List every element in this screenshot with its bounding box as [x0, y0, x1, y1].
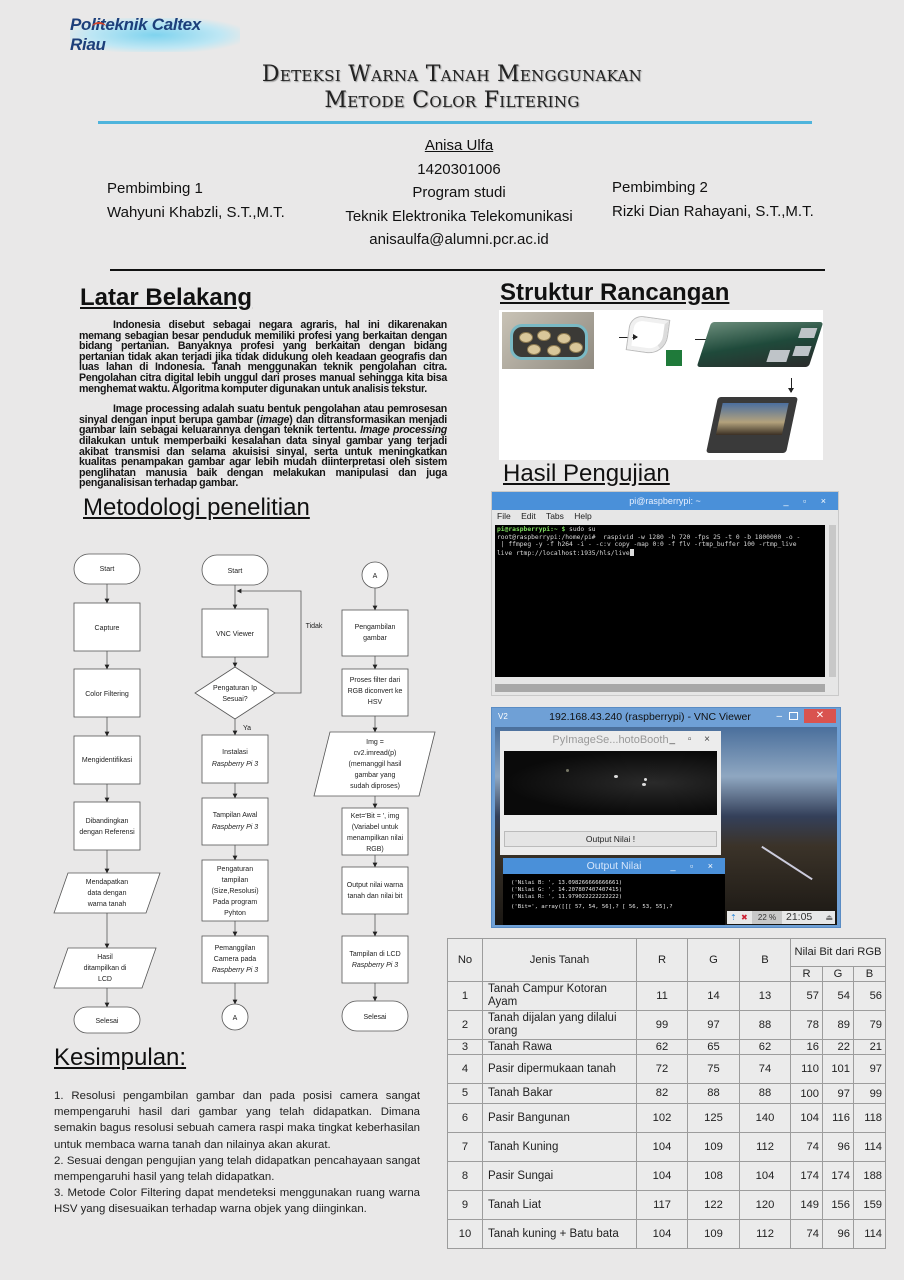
flow2-text-install-1: Instalasi [222, 749, 248, 756]
cell-jenis: Tanah Rawa [483, 1040, 637, 1055]
author-email: anisaulfa@alumni.pcr.ac.id [369, 231, 549, 248]
cell-r: 117 [637, 1191, 688, 1220]
cell-b: 13 [740, 982, 791, 1011]
table-row [448, 1040, 886, 1055]
cell-r: 104 [637, 1133, 688, 1162]
flow1-text-display-2: ditampilkan di [83, 965, 127, 972]
conclusion-item-3: 3. Metode Color Filtering dapat mendeteksi menggunakan ruang warna HSV yang disesuaikan terhadap warna objek yang diinginkan. [54, 1187, 420, 1216]
flow3-capture-image [342, 610, 408, 656]
flow1-text-capture: Capture [94, 625, 120, 632]
output-nilai-button[interactable]: Output Nilai ! [504, 831, 717, 847]
conclusion-item-2: 2. Sesuai dengan pengujian yang telah didapatkan pencahayaan sangat mempengaruhi hasil yang telah didapatkan. [54, 1154, 420, 1184]
flow3-text-output-1: Output nilai warna [346, 882, 404, 889]
cell-bit-r: 78 [791, 1011, 823, 1040]
cell-bit-b: 99 [854, 1084, 886, 1104]
paragraph-1-text: Indonesia disebut sebagai negara agraris, hal ini dikarenakan memang sebagian besar penduduk memiliki profesi yang berkaitan dengan bidang pertanian. Banyaknya profesi yang berkaitan dengan bidang pertanian tidak akan terjadi jika tidak didukung oleh keadaan geografis dan luas lahan di Indonesia. Tanah menggunakan teknik pengolahan citra. Pengolahan citra digital lebih unggul dari proses manual sehingga kita bisa menghemat waktu. Algoritma komputer digunakan untuk analisis tekstur. [79, 319, 447, 395]
cell-bit-b: 79 [854, 1011, 886, 1040]
flow2-install [202, 735, 268, 783]
flow3-lcd [342, 936, 408, 983]
output-values [503, 874, 725, 911]
subcol-g: G [823, 967, 854, 982]
flow2-text-settings-5: Pyhton [224, 910, 246, 917]
program-label: Program studi [412, 184, 506, 201]
cell-bit-r: 174 [791, 1162, 823, 1191]
vnc-title: 192.168.43.240 (raspberrypi) - VNC Viewer [549, 711, 751, 723]
flow2-text-a: A [232, 1015, 238, 1022]
flow1-text-compare-2: dengan Referensi [79, 829, 135, 836]
flow3-text-ket-1: Ket='Bit = ', img [350, 813, 400, 820]
cell-b: 140 [740, 1104, 791, 1133]
cell-bit-b: 21 [854, 1040, 886, 1055]
flow3-text-imread-1: Img = [366, 739, 384, 746]
col-no: No [448, 939, 483, 982]
title-line-2: Metode Color Filtering [324, 88, 580, 113]
cell-jenis: Pasir Bangunan [483, 1104, 637, 1133]
cell-bit-g: 97 [823, 1084, 854, 1104]
flow3-text-imread-2: cv2.imread(p) [353, 750, 397, 757]
paragraph-2-text-c: dilakukan untuk memperbaiki kesalahan data sinyal gambar yang terjadi akibat transmisi dan selama akuisisi sinyal, serta untuk meningkatkan kualitas penampakan gambar agar lebih mudah diinterpretasi oleh sistem penglihatan manusia baik dengan melakukan manipulasi dan juga penganalisisan terhadap gambar. [79, 434, 447, 490]
cell-bit-g: 89 [823, 1011, 854, 1040]
output-titlebar[interactable] [503, 858, 725, 874]
header-divider [110, 269, 825, 271]
cell-no: 10 [448, 1220, 483, 1249]
cell-jenis: Tanah Liat [483, 1191, 637, 1220]
cell-b: 104 [740, 1162, 791, 1191]
paragraph-2-text-b: ) dan ditransformasikan menjadi gambar lain sebagai keluarannya dengan teknik tertentu. [79, 413, 447, 437]
cell-no: 7 [448, 1133, 483, 1162]
cell-jenis: Tanah Campur Kotoran Ayam [483, 982, 637, 1011]
flow2-text-ip-1: Pengaturan Ip [213, 685, 257, 692]
window-controls-icon[interactable]: _ ▫ × [669, 734, 715, 745]
cell-bit-g: 96 [823, 1133, 854, 1162]
flow3-text-ket-3: menampilkan nilai [346, 835, 404, 842]
heading-hasil-pengujian: Hasil Pengujian [503, 460, 670, 487]
clock: 21:05 [786, 911, 813, 923]
flow2-text-ya: Ya [242, 725, 252, 732]
lcd-display-image [706, 397, 798, 453]
flow3-text-capture-1: Pengambilan [354, 624, 396, 631]
cell-g: 75 [688, 1055, 740, 1084]
cell-r: 104 [637, 1220, 688, 1249]
flow2-text-camera-1: Pemanggilan [214, 945, 256, 952]
camera-preview-image [504, 751, 717, 815]
output-line-g: ('Nilai G: ', 14.207807407407415) [511, 887, 623, 893]
cell-bit-r: 16 [791, 1040, 823, 1055]
cell-b: 88 [740, 1011, 791, 1040]
flow2-text-camera-2: Camera pada [213, 956, 257, 963]
output-line-bit: ('Bit=', array([[[ 57, 54, 56],? [ 56, 53, 55],? [511, 904, 673, 910]
cell-r: 102 [637, 1104, 688, 1133]
conclusion-list [54, 1088, 420, 1218]
cell-no: 8 [448, 1162, 483, 1191]
heading-kesimpulan: Kesimpulan: [54, 1044, 187, 1071]
advisor-1-name: Wahyuni Khabzli, S.T.,M.T. [107, 203, 285, 221]
cell-bit-r: 104 [791, 1104, 823, 1133]
cell-bit-r: 110 [791, 1055, 823, 1084]
eject-icon[interactable]: ⏏ [825, 913, 833, 922]
flow3-text-imread-3: (memanggil hasil [348, 761, 402, 768]
table-row [448, 1133, 886, 1162]
flow3-text-filter-2: RGB diconvert ke [347, 688, 403, 695]
flow1-text-end: Selesai [95, 1018, 119, 1025]
cell-b: 112 [740, 1133, 791, 1162]
camera-module-image [666, 350, 682, 366]
cell-jenis: Tanah dijalan yang dilalui orang [483, 1011, 637, 1040]
cell-b: 74 [740, 1055, 791, 1084]
cell-bit-r: 149 [791, 1191, 823, 1220]
table-row [448, 1104, 886, 1133]
cell-bit-r: 57 [791, 982, 823, 1011]
soil-sample-tray-image [502, 312, 594, 369]
subcol-r: R [791, 967, 823, 982]
remote-desktop-wallpaper [495, 727, 837, 925]
photobooth-title: PyImageSe...hotoBooth [552, 734, 669, 746]
flow1-text-getdata-2: data dengan [87, 890, 127, 897]
menu-tabs[interactable]: Tabs [545, 511, 564, 521]
terminal-prompt: pi@raspberrypi:~ $ [497, 526, 566, 533]
flow2-text-camera-3: Raspberry Pi 3 [211, 967, 259, 974]
volume-percent[interactable]: 22 % [752, 911, 782, 924]
cell-jenis: Tanah kuning + Batu bata [483, 1220, 637, 1249]
output-line-b: ('Nilai B: ', 13.098266666666661) [511, 880, 623, 886]
flow2-text-settings-4: Pada program [212, 899, 258, 906]
terminal-output[interactable] [495, 525, 825, 677]
advisor-2-name: Rizki Dian Rahayani, S.T.,M.T. [612, 202, 814, 220]
table-row [448, 982, 886, 1011]
latar-belakang-paragraph-2 [79, 404, 447, 489]
author-nim: 1420301006 [417, 160, 501, 178]
flow2-text-install-2: Raspberry Pi 3 [211, 761, 259, 768]
terminal-line-3: | ffmpeg -y -f h264 -i - -c:v copy -map 0:0 -f flv -rtmp_buffer 100 -rtmp_live [497, 541, 797, 549]
flow3-text-filter-1: Proses filter dari [349, 677, 401, 684]
flow2-text-initial-1: Tampilan Awal [212, 812, 258, 819]
heading-struktur-rancangan: Struktur Rancangan [500, 279, 730, 306]
flow2-initial-view [202, 798, 268, 845]
cell-g: 88 [688, 1084, 740, 1104]
advisor-1 [107, 177, 317, 224]
cell-g: 14 [688, 982, 740, 1011]
cell-bit-g: 101 [823, 1055, 854, 1084]
cell-r: 11 [637, 982, 688, 1011]
flow2-text-tidak: Tidak [305, 623, 323, 630]
methodology-flowchart [0, 540, 445, 1040]
terminal-menubar [492, 510, 838, 523]
cell-bit-g: 174 [823, 1162, 854, 1191]
flow2-text-vnc: VNC Viewer [216, 631, 254, 638]
flow2-text-settings-3: (Size,Resolusi) [211, 888, 259, 895]
cell-r: 104 [637, 1162, 688, 1191]
poster-title [0, 62, 904, 114]
terminal-command-1: sudo su [565, 526, 596, 533]
cell-b: 120 [740, 1191, 791, 1220]
institution-logo [70, 15, 240, 54]
flow3-text-output-2: tanah dan nilai bit [347, 893, 403, 900]
terminal-line-4: live rtmp://localhost:1935/hls/live [497, 549, 630, 557]
cell-g: 125 [688, 1104, 740, 1133]
cell-bit-r: 100 [791, 1084, 823, 1104]
logo-text: Politeknik Caltex Riau [70, 15, 201, 54]
conclusion-item-1: 1. Resolusi pengambilan gambar dan pada posisi camera sangat mempengaruhi hasil dari gambar yang telah didapatkan. Dimana semakin bagus resolusi sebuah camera raspi maka tingkat keberhasilan untuk membaca warna tanah dan nilainya akan akurat. [54, 1090, 420, 1151]
vnc-viewer-window[interactable] [491, 707, 841, 928]
cell-b: 112 [740, 1220, 791, 1249]
flow1-text-getdata-1: Mendapatkan [85, 879, 129, 886]
cell-bit-b: 56 [854, 982, 886, 1011]
left-text-column [79, 320, 447, 523]
flow3-text-a: A [372, 573, 378, 580]
camera-ribbon-cable-image [627, 316, 669, 355]
cell-bit-b: 114 [854, 1133, 886, 1162]
flow1-text-compare-1: Dibandingkan [85, 818, 129, 825]
cell-no: 5 [448, 1084, 483, 1104]
flow2-text-settings-2: tampilan [221, 877, 249, 884]
cell-bit-g: 116 [823, 1104, 854, 1133]
close-icon[interactable]: ✕ [804, 709, 836, 723]
photobooth-titlebar[interactable] [500, 731, 721, 749]
table-row [448, 1055, 886, 1084]
flow3-text-capture-2: gambar [363, 635, 387, 642]
flow2-text-ip-2: Sesuai? [222, 696, 248, 703]
remote-taskbar [727, 911, 835, 924]
subcol-b: B [854, 967, 886, 982]
menu-help[interactable]: Help [574, 511, 592, 521]
cell-g: 109 [688, 1133, 740, 1162]
flow2-text-start: Start [227, 568, 243, 575]
terminal-titlebar[interactable] [492, 492, 838, 510]
table-row [448, 1191, 886, 1220]
latar-belakang-paragraph-1 [79, 320, 447, 394]
flow1-text-display-3: LCD [97, 976, 113, 983]
heading-metodologi: Metodologi penelitian [83, 493, 310, 521]
cell-bit-g: 54 [823, 982, 854, 1011]
cell-no: 9 [448, 1191, 483, 1220]
flow1-text-display-1: Hasil [97, 954, 113, 961]
paragraph-2-text-a: Image processing adalah suatu bentuk pengolahan atau pemrosesan sinyal dengan input berupa gambar ( [79, 403, 447, 426]
cell-bit-b: 118 [854, 1104, 886, 1133]
flow1-compare [74, 802, 140, 850]
bluetooth-off-icon[interactable]: ✖ [741, 913, 748, 922]
program-name: Teknik Elektronika Telekomunikasi [345, 207, 573, 225]
cell-bit-r: 74 [791, 1133, 823, 1162]
flow1-text-color-filtering: Color Filtering [85, 691, 129, 698]
flow1-text-getdata-3: warna tanah [87, 901, 127, 908]
cell-bit-g: 96 [823, 1220, 854, 1249]
cell-jenis: Pasir Sungai [483, 1162, 637, 1191]
cell-b: 88 [740, 1084, 791, 1104]
flow3-text-ket-2: (Variabel untuk [351, 824, 399, 831]
terminal-title: pi@raspberrypi: ~ [629, 496, 701, 506]
col-g: G [688, 939, 740, 982]
flow3-output [342, 867, 408, 914]
cell-bit-g: 22 [823, 1040, 854, 1055]
cell-jenis: Pasir dipermukaan tanah [483, 1055, 637, 1084]
cell-r: 82 [637, 1084, 688, 1104]
window-controls-icon[interactable]: _ ▫ × [670, 861, 719, 871]
cell-bit-b: 188 [854, 1162, 886, 1191]
cell-g: 65 [688, 1040, 740, 1055]
cell-no: 6 [448, 1104, 483, 1133]
design-structure-image [499, 310, 823, 460]
terminal-window[interactable] [491, 491, 839, 696]
flow2-text-initial-2: Raspberry Pi 3 [211, 824, 259, 831]
advisor-2-label: Pembimbing 2 [612, 179, 708, 196]
flow3-text-filter-3: HSV [367, 699, 383, 706]
cell-r: 62 [637, 1040, 688, 1055]
cell-jenis: Tanah Bakar [483, 1084, 637, 1104]
author-name: Anisa Ulfa [424, 137, 494, 154]
minimize-icon[interactable]: – [776, 711, 782, 722]
paragraph-2-italic-1: image [259, 413, 290, 426]
flow1-text-identify: Mengidentifikasi [81, 757, 133, 764]
cell-bit-b: 159 [854, 1191, 886, 1220]
cell-bit-r: 74 [791, 1220, 823, 1249]
output-line-r: ('Nilai R: ', 11.979022222222222) [511, 894, 623, 900]
flow3-text-ket-4: RGB) [366, 846, 384, 853]
cell-jenis: Tanah Kuning [483, 1133, 637, 1162]
terminal-vertical-scrollbar[interactable] [829, 525, 836, 677]
col-jenis: Jenis Tanah [483, 939, 637, 982]
cell-no: 2 [448, 1011, 483, 1040]
soil-color-table [447, 938, 886, 1249]
author-block [322, 134, 596, 252]
cell-bit-b: 114 [854, 1220, 886, 1249]
cell-bit-b: 97 [854, 1055, 886, 1084]
window-controls-icon[interactable]: _ ▫ × [783, 496, 832, 506]
wallpaper-road-line [761, 846, 812, 880]
cell-g: 97 [688, 1011, 740, 1040]
flow3-text-end: Selesai [363, 1014, 387, 1021]
table-row [448, 1011, 886, 1040]
col-r: R [637, 939, 688, 982]
raspberry-pi-board-image [697, 322, 824, 367]
menu-file[interactable]: File [497, 511, 511, 521]
photobooth-window[interactable] [500, 731, 721, 855]
cell-no: 1 [448, 982, 483, 1011]
flow3-text-lcd-2: Raspberry Pi 3 [351, 962, 399, 969]
terminal-line-2: root@raspberrypi:/home/pi# raspivid -w 1280 -h 720 -fps 25 -t 0 -b 1800000 -o - [497, 533, 801, 541]
title-line-1: Deteksi Warna Tanah Menggunakan [261, 62, 643, 87]
wifi-icon[interactable]: ⇡ [730, 913, 737, 922]
vnc-titlebar[interactable] [492, 708, 840, 726]
maximize-icon[interactable] [789, 712, 798, 720]
cell-g: 122 [688, 1191, 740, 1220]
table-row [448, 1162, 886, 1191]
logo-swoosh-icon [92, 22, 106, 32]
title-divider [98, 121, 812, 124]
table-row [448, 1084, 886, 1104]
flow2-ip-decision [195, 667, 275, 719]
flow3-text-imread-4: gambar yang [354, 772, 396, 779]
cell-g: 109 [688, 1220, 740, 1249]
advisor-2 [612, 176, 852, 223]
col-b: B [740, 939, 791, 982]
cell-no: 4 [448, 1055, 483, 1084]
paragraph-2-italic-2: Image processing [360, 424, 448, 437]
cell-r: 72 [637, 1055, 688, 1084]
menu-edit[interactable]: Edit [521, 511, 536, 521]
terminal-horizontal-scrollbar[interactable] [495, 684, 825, 692]
table-row [448, 1220, 886, 1249]
cell-r: 99 [637, 1011, 688, 1040]
flow3-text-imread-5: sudah diproses) [350, 783, 400, 790]
cell-no: 3 [448, 1040, 483, 1055]
terminal-cursor [630, 549, 634, 556]
vnc-badge: V2 [498, 712, 508, 721]
arrow-down-icon [791, 378, 792, 392]
heading-latar-belakang: Latar Belakang [80, 284, 253, 311]
col-nilai-bit: Nilai Bit dari RGB [791, 939, 886, 967]
flow1-text-start: Start [99, 566, 115, 573]
output-nilai-window[interactable] [503, 858, 725, 925]
cell-g: 108 [688, 1162, 740, 1191]
advisor-1-label: Pembimbing 1 [107, 180, 203, 197]
cell-bit-g: 156 [823, 1191, 854, 1220]
cell-b: 62 [740, 1040, 791, 1055]
output-title: Output Nilai [586, 860, 642, 872]
flow2-text-settings-1: Pengaturan [216, 866, 254, 873]
flow3-text-lcd-1: Tampilan di LCD [349, 951, 401, 958]
